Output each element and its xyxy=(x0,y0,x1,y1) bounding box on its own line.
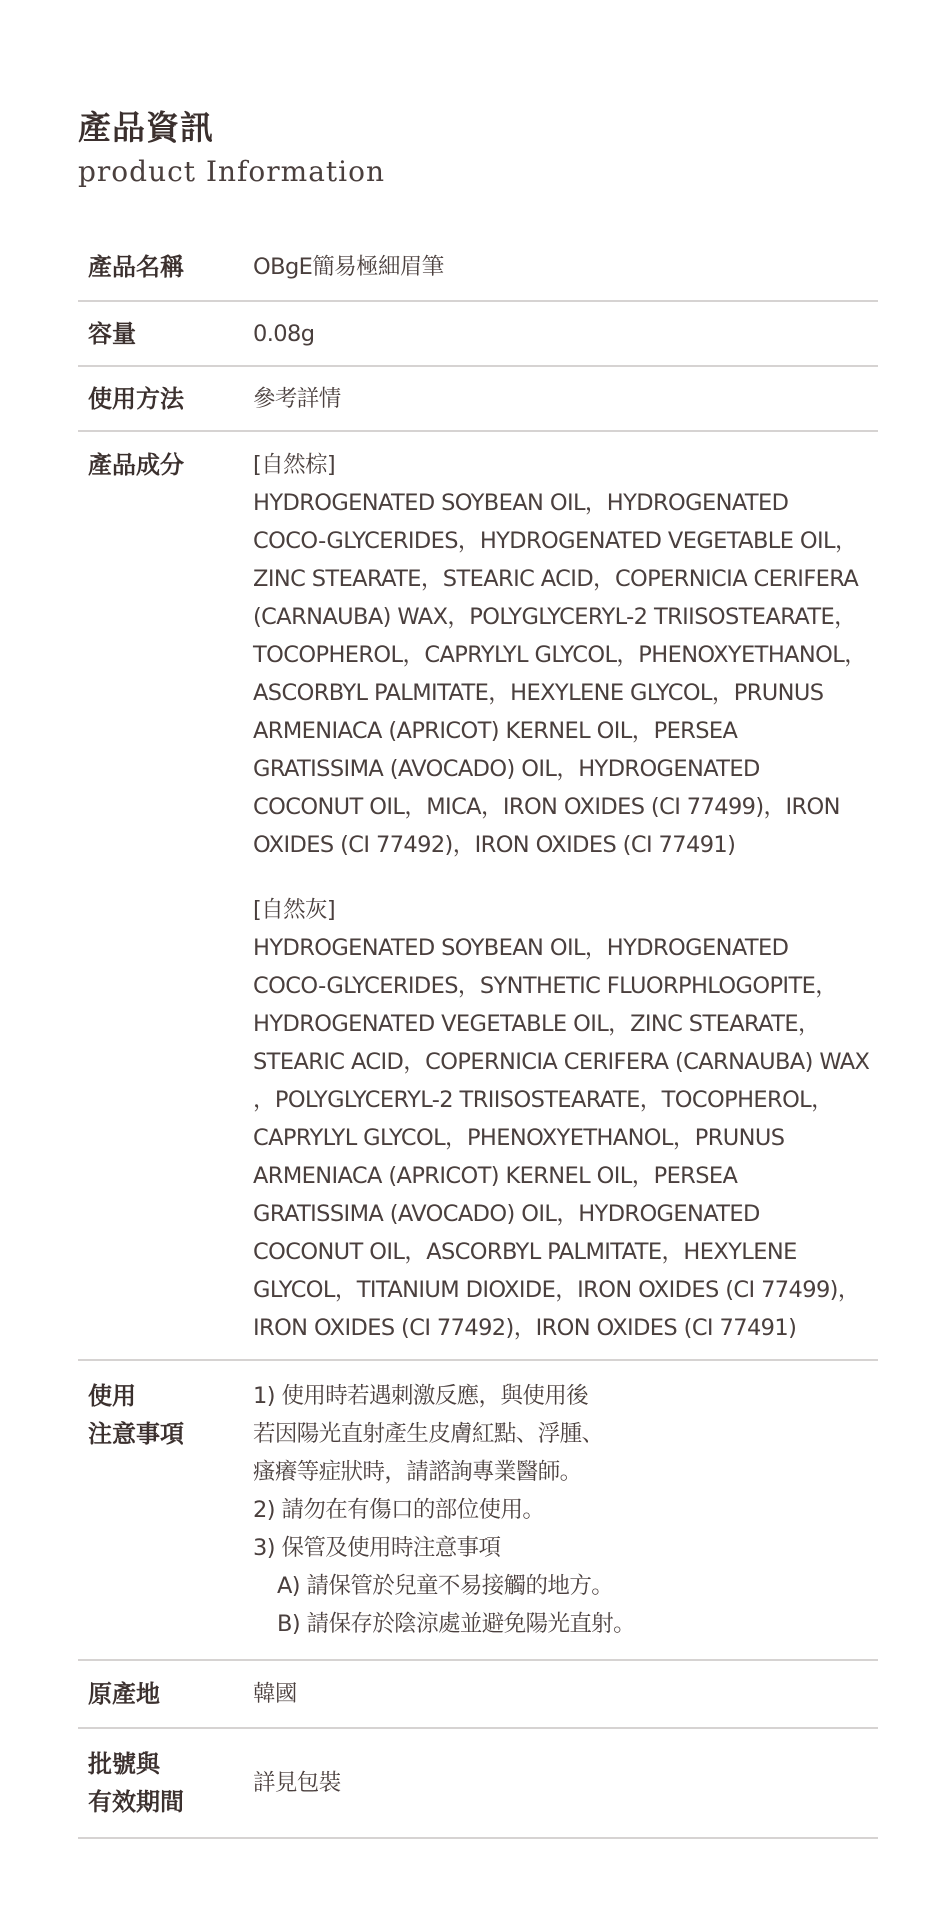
product-name-value: OBgE簡易極細眉筆 xyxy=(253,254,444,280)
ingredient-line: ARMENIACA (APRICOT) KERNEL OIL，PERSEA xyxy=(253,718,738,744)
origin-value: 韓國 xyxy=(253,1681,297,1707)
section-header xyxy=(78,108,385,190)
capacity-value: 0.08g xyxy=(253,320,315,347)
batch-label-line: 批號與 xyxy=(88,1750,160,1778)
origin-label: 原產地 xyxy=(88,1680,160,1708)
variant-tag: [自然棕] xyxy=(253,452,336,478)
caution-line: 2) 請勿在有傷口的部位使用。 xyxy=(253,1497,545,1523)
row-origin xyxy=(78,1661,878,1729)
batch-value: 詳見包裝 xyxy=(253,1770,341,1796)
ingredient-line: COCO-GLYCERIDES，SYNTHETIC FLUORPHLOGOPITE， xyxy=(253,973,838,999)
caution-label xyxy=(78,1377,253,1453)
caution-line: 3) 保管及使用時注意事項 xyxy=(253,1535,501,1561)
ingredient-line: ASCORBYL PALMITATE，HEXYLENE GLYCOL，PRUNUS xyxy=(253,680,824,706)
row-ingredients xyxy=(78,432,878,1361)
caution-label-line: 使用 xyxy=(88,1382,136,1410)
ingredient-line: COCO-GLYCERIDES，HYDROGENATED VEGETABLE OIL， xyxy=(253,528,857,554)
product-name-label: 產品名稱 xyxy=(88,253,184,281)
ingredient-line: ARMENIACA (APRICOT) KERNEL OIL，PERSEA xyxy=(253,1163,738,1189)
page-title: 產品資訊 xyxy=(78,108,214,147)
ingredient-variant-brown xyxy=(253,446,878,864)
usage-label: 使用方法 xyxy=(88,384,184,413)
ingredient-line: GLYCOL，TITANIUM DIOXIDE，IRON OXIDES (CI 77499)， xyxy=(253,1277,860,1303)
row-product-name xyxy=(78,238,878,302)
ingredients-value xyxy=(253,446,878,1347)
variant-tag: [自然灰] xyxy=(253,897,336,923)
ingredients-label: 產品成分 xyxy=(88,451,184,479)
ingredient-line: TOCOPHEROL，CAPRYLYL GLYCOL，PHENOXYETHANOL， xyxy=(253,642,867,668)
caution-value xyxy=(253,1377,878,1643)
caution-line: 1) 使用時若遇刺激反應，與使用後 xyxy=(253,1383,589,1409)
row-caution xyxy=(78,1361,878,1661)
caution-subline: A) 請保管於兒童不易接觸的地方。 xyxy=(277,1573,614,1599)
ingredient-line: ，POLYGLYCERYL-2 TRIISOSTEARATE，TOCOPHEROL， xyxy=(253,1087,834,1113)
caution-subline: B) 請保存於陰涼處並避免陽光直射。 xyxy=(277,1611,636,1637)
ingredient-line: OXIDES (CI 77492)，IRON OXIDES (CI 77491) xyxy=(253,832,736,858)
page-subtitle: product Information xyxy=(78,155,385,188)
ingredient-line: (CARNAUBA) WAX，POLYGLYCERYL-2 TRIISOSTEARATE， xyxy=(253,604,857,630)
row-capacity xyxy=(78,302,878,367)
ingredient-variant-gray xyxy=(253,891,878,1347)
capacity-label: 容量 xyxy=(88,319,136,348)
ingredient-line: COCONUT OIL，MICA，IRON OXIDES (CI 77499)，IRON xyxy=(253,794,840,820)
ingredient-line: ZINC STEARATE，STEARIC ACID，COPERNICIA CERIFERA xyxy=(253,566,859,592)
row-usage xyxy=(78,367,878,432)
ingredient-line: IRON OXIDES (CI 77492)，IRON OXIDES (CI 77491) xyxy=(253,1315,797,1341)
usage-value: 參考詳情 xyxy=(253,385,341,412)
ingredient-line: COCONUT OIL，ASCORBYL PALMITATE，HEXYLENE xyxy=(253,1239,797,1265)
row-batch-expiry xyxy=(78,1729,878,1839)
caution-label-line: 注意事項 xyxy=(88,1420,184,1448)
ingredient-line: STEARIC ACID，COPERNICIA CERIFERA (CARNAUBA) WAX xyxy=(253,1049,870,1075)
ingredient-line: GRATISSIMA (AVOCADO) OIL，HYDROGENATED xyxy=(253,1201,760,1227)
product-info-table xyxy=(78,238,878,1839)
ingredient-line: HYDROGENATED VEGETABLE OIL，ZINC STEARATE， xyxy=(253,1011,820,1037)
variant-spacer xyxy=(253,864,878,891)
batch-label-line: 有效期間 xyxy=(88,1788,184,1816)
caution-line: 若因陽光直射產生皮膚紅點、浮腫、 xyxy=(253,1421,604,1447)
ingredient-line: HYDROGENATED SOYBEAN OIL，HYDROGENATED xyxy=(253,935,789,961)
ingredient-line: HYDROGENATED SOYBEAN OIL，HYDROGENATED xyxy=(253,490,789,516)
caution-line: 瘙癢等症狀時，請諮詢專業醫師。 xyxy=(253,1459,582,1485)
ingredient-line: GRATISSIMA (AVOCADO) OIL，HYDROGENATED xyxy=(253,756,760,782)
ingredient-line: CAPRYLYL GLYCOL，PHENOXYETHANOL，PRUNUS xyxy=(253,1125,785,1151)
batch-label xyxy=(78,1745,253,1821)
